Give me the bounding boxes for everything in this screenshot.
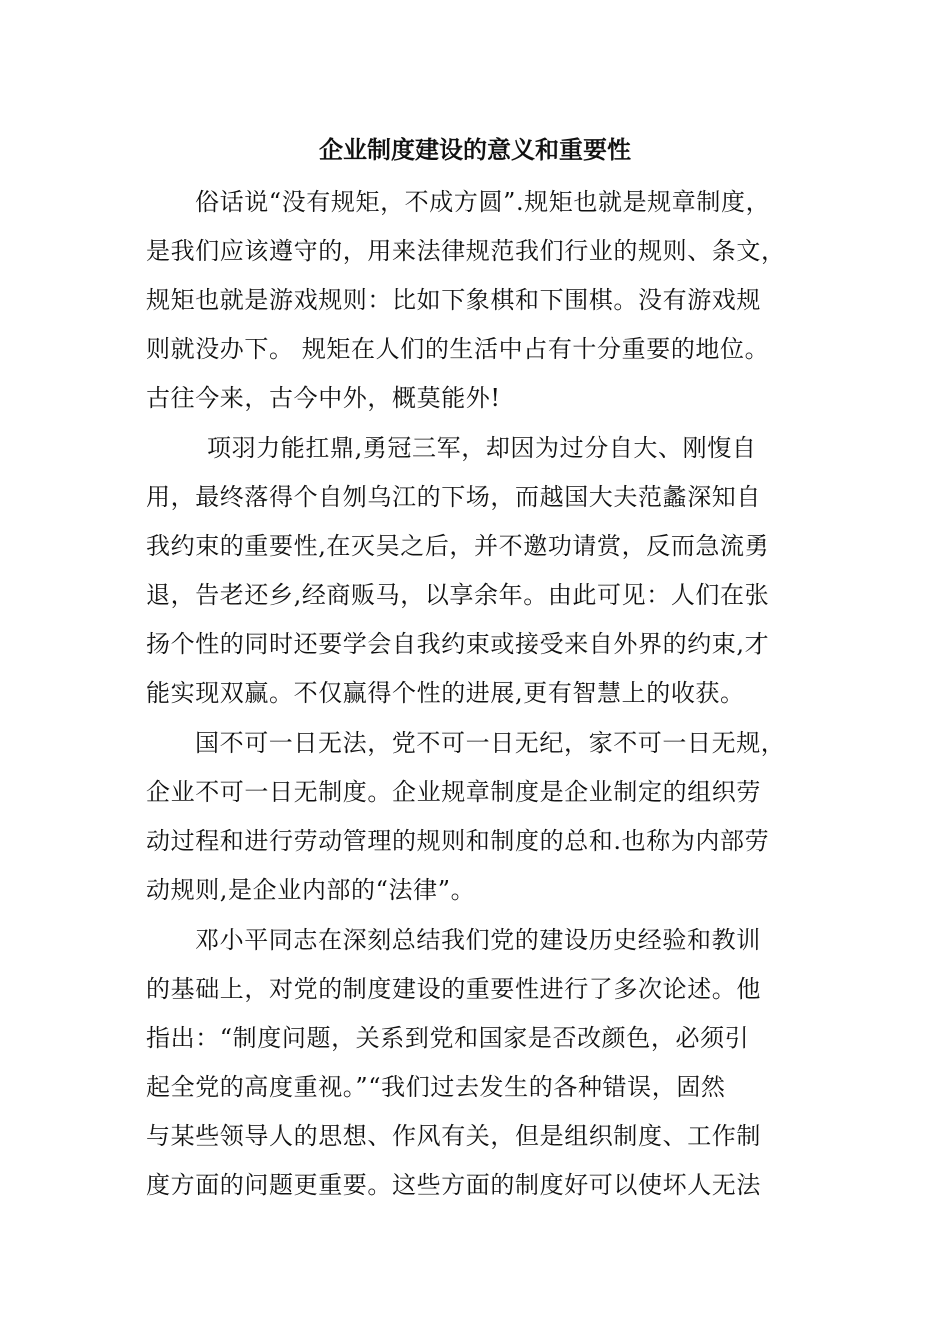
paragraph-line: 俗话说“没有规矩，不成方圆”.规矩也就是规章制度，	[195, 188, 771, 216]
paragraph-line: 是我们应该遵守的，用来法律规范我们行业的规则、条文，	[146, 237, 786, 265]
document-title: 企业制度建设的意义和重要性	[319, 135, 631, 164]
paragraph-line: 用，最终落得个自刎乌江的下场，而越国大夫范蠡深知自	[146, 483, 761, 511]
paragraph-line: 度方面的问题更重要。这些方面的制度好可以使坏人无法	[146, 1171, 761, 1199]
paragraph-line: 国不可一日无法，党不可一日无纪，家不可一日无规，	[195, 729, 786, 757]
paragraph-line: 退，告老还乡,经商贩马，以享余年。由此可见：人们在张	[146, 581, 770, 609]
paragraph-line: 古往今来，古今中外，概莫能外!	[146, 384, 501, 412]
paragraph-line: 指出：“制度问题，关系到党和国家是否改颜色，必须引	[146, 1024, 750, 1052]
paragraph-line: 企业不可一日无制度。企业规章制度是企业制定的组织劳	[146, 778, 761, 806]
paragraph-line: 动过程和进行劳动管理的规则和制度的总和.也称为内部劳	[146, 827, 770, 855]
paragraph-line: 项羽力能扛鼎,勇冠三军，却因为过分自大、刚愎自	[207, 434, 757, 462]
paragraph-line: 我约束的重要性,在灭吴之后，并不邀功请赏，反而急流勇	[146, 532, 770, 560]
paragraph-line: 起全党的高度重视。”“我们过去发生的各种错误，固然	[146, 1073, 726, 1101]
paragraph-line: 能实现双赢。不仅赢得个性的进展,更有智慧上的收获。	[146, 679, 745, 707]
paragraph-line: 动规则,是企业内部的“法律”。	[146, 876, 476, 904]
paragraph-line: 与某些领导人的思想、作风有关，但是组织制度、工作制	[146, 1122, 761, 1150]
paragraph-line: 的基础上，对党的制度建设的重要性进行了多次论述。他	[146, 975, 761, 1003]
paragraph-line: 规矩也就是游戏规则：比如下象棋和下围棋。没有游戏规	[146, 286, 761, 314]
paragraph-line: 邓小平同志在深刻总结我们党的建设历史经验和教训	[195, 926, 761, 954]
paragraph-line: 则就没办下。 规矩在人们的生活中占有十分重要的地位。	[146, 335, 770, 363]
paragraph-line: 扬个性的同时还要学会自我约束或接受来自外界的约束,才	[146, 630, 770, 658]
